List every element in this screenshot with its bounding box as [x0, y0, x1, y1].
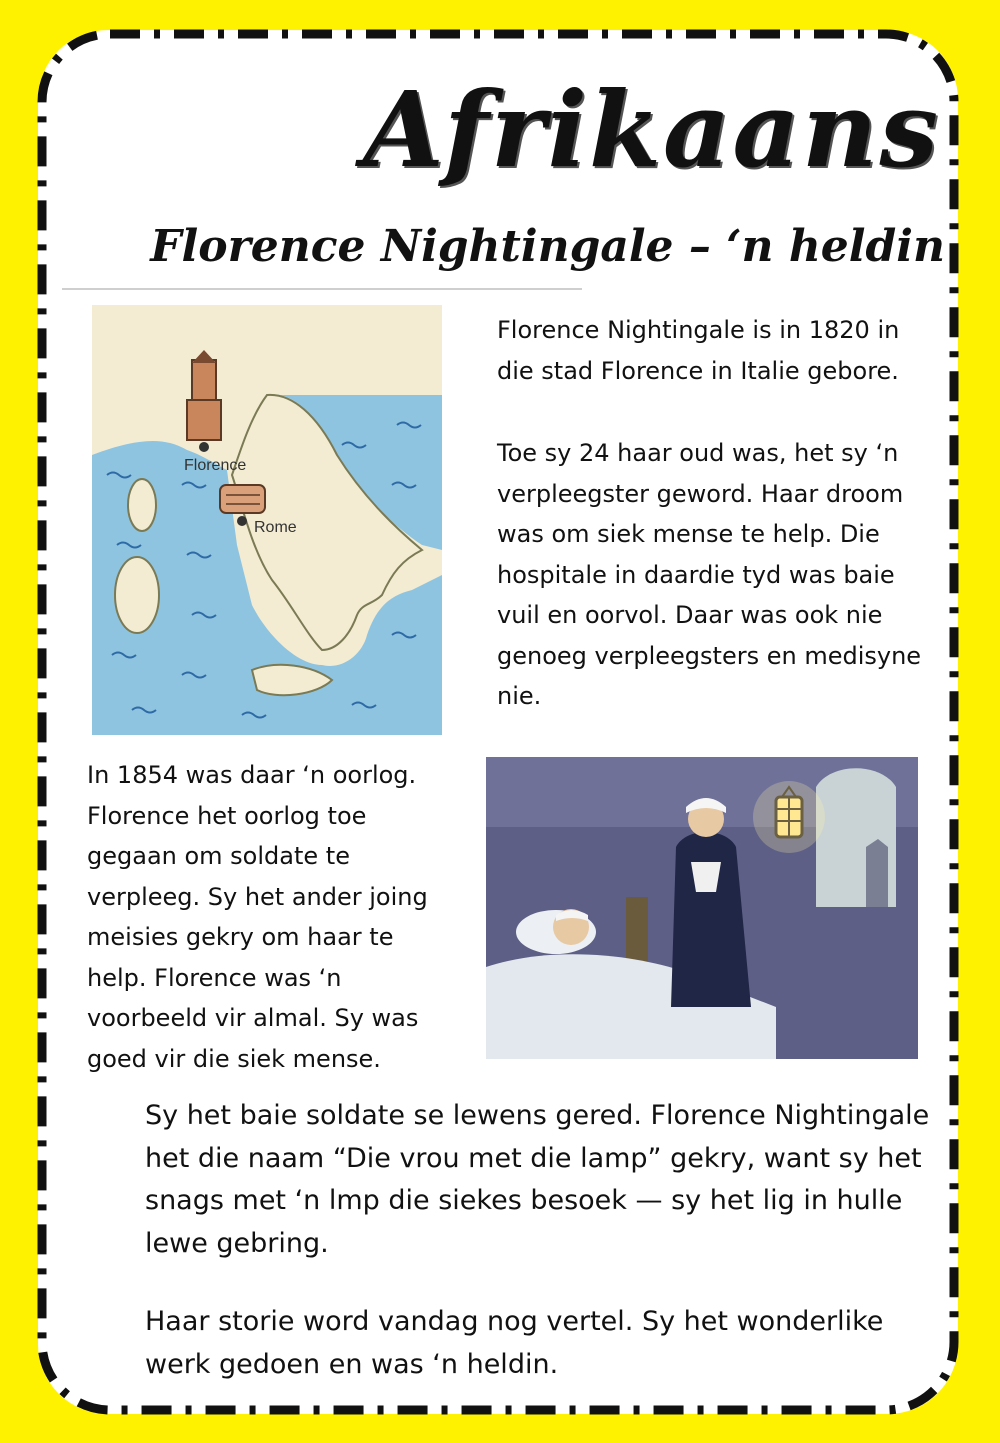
nurse-with-lamp-illustration: [486, 757, 918, 1059]
paragraph-lamp: Sy het baie soldate se lewens gered. Florence Nightingale het die naam “Die vrou met die lamp” gekry, want sy het snags met ‘n lmp die siekes besoek — sy het lig in hulle lewe gebring.: [145, 1100, 930, 1259]
rome-marker: [237, 516, 247, 526]
distant-figure: [866, 839, 888, 907]
rome-label: Rome: [254, 519, 297, 536]
florence-marker: [199, 442, 209, 452]
subtitle-divider: [62, 288, 582, 290]
corsica-island: [128, 479, 156, 531]
paragraph-nurse: Toe sy 24 haar oud was, het sy ‘n verpleegster geword. Haar droom was om siek mense te help. Die hospitale in daardie tyd was baie vuil en oorvol. Daar was ook nie genoeg verpleegsters en medisyne nie.: [497, 439, 922, 710]
paragraph-heroine: Haar storie word vandag nog vertel. Sy het wonderlike werk gedoen en was ‘n heldin.: [145, 1306, 884, 1380]
sardinia-island: [115, 557, 159, 633]
paragraph-birth: Florence Nightingale is in 1820 in die stad Florence in Italie gebore.: [497, 316, 900, 385]
florence-label: Florence: [184, 457, 247, 474]
nurse-apron: [691, 862, 721, 892]
italy-map: [92, 305, 442, 735]
paragraph-war: In 1854 was daar ‘n oorlog. Florence het oorlog toe gegaan om soldate te verpleeg. Sy het ander joing meisies gekry om haar te help. Florence was ‘n voorbeeld vir almal. Sy was goed vir die siek mense.: [87, 761, 428, 1073]
page-subtitle: Florence Nightingale – ‘n heldin: [150, 221, 945, 272]
page-title: Afrikaans: [363, 68, 940, 191]
tower-landmark: [187, 350, 221, 440]
colosseum-landmark: [220, 485, 265, 513]
